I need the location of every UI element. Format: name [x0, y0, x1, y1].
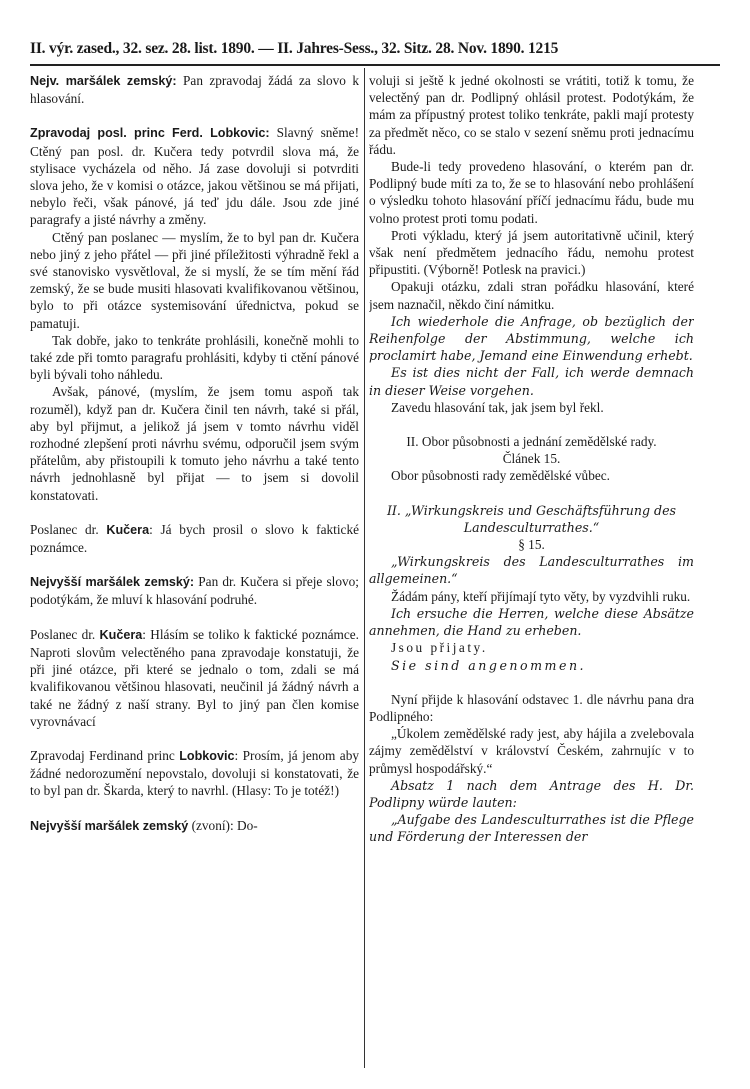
- speaker-prefix: Poslanec dr.: [30, 626, 100, 642]
- paragraph: [369, 364, 694, 398]
- paragraph: [369, 657, 694, 674]
- paragraph: [369, 313, 694, 365]
- speaker-name: Lobkovic: [179, 748, 235, 763]
- paragraph: [369, 227, 694, 279]
- paragraph-text: Ich wiederhole die Anfrage, ob bezüglich der Reihenfolge der Abstimmung, welche ich proclamirt habe, Jemand eine Einwendung erhebt.: [369, 313, 694, 364]
- speaker-name: Zpravodaj posl. princ Ferd. Lobkovic:: [30, 126, 270, 141]
- paragraph-text: Jsou přijaty.: [391, 640, 488, 656]
- paragraph-text: Pan dr. Kučera si přeje slovo; podotýkám, že mluví k hlasování podruhé.: [30, 574, 359, 608]
- paragraph-text: Es ist dies nicht der Fall, ich werde demnach in dieser Weise vorgehen.: [369, 365, 694, 398]
- paragraph: [369, 777, 694, 811]
- paragraph: [369, 811, 694, 845]
- paragraph: [30, 124, 359, 228]
- paragraph: [30, 72, 359, 107]
- paragraph-text: Pan zpravodaj žádá za slovo k hlasování.: [30, 73, 359, 107]
- paragraph-text: : Já bych prosil o slovo k faktické poznámce.: [30, 521, 359, 556]
- paragraph: [369, 725, 694, 777]
- paragraph-text: II. Obor působnosti a jednání zemědělské rady.: [406, 434, 657, 450]
- page-number: 1215: [528, 40, 559, 57]
- right-column: [369, 72, 694, 846]
- left-column: [30, 72, 359, 835]
- paragraph-text: Tak dobře, jako to tenkráte prohlásili, konečně mohli to také zde při tomto paragrafu prohlásiti, kdyby ti ctění pánové byli bývali toho náhledu.: [30, 332, 359, 383]
- paragraph: [369, 553, 694, 587]
- paragraph: [369, 433, 694, 450]
- paragraph: [369, 639, 694, 656]
- paragraph: [369, 278, 694, 312]
- paragraph: [369, 399, 694, 416]
- paragraph-text: : Hlásím se toliko k faktické poznámce. Naproti slovům velectěného pana zpravodaje konstatuji, že při jiné otázce, při které se jednalo o tom, zdali se má kvalifikovanou většinou hlasovati, neučinil já žádný návrh a také ne žádný z naší strany. Byl to jiný pan člen komise vyrovnávací: [30, 626, 359, 729]
- paragraph: [369, 502, 694, 536]
- speaker-name: Nejv. maršálek zemský:: [30, 74, 177, 88]
- paragraph-text: (zvoní): Do-: [188, 817, 258, 833]
- paragraph: [30, 383, 359, 503]
- paragraph: [30, 573, 359, 608]
- paragraph-text: Žádám pány, kteří přijímají tyto věty, by vyzdvihli ruku.: [391, 588, 691, 604]
- paragraph-text: Článek 15.: [502, 451, 561, 467]
- paragraph: [30, 229, 359, 332]
- paragraph-text: II. „Wirkungskreis und Geschäftsführung des Landesculturrathes.“: [386, 502, 677, 535]
- paragraph-text: Ich ersuche die Herren, welche diese Absätze annehmen, die Hand zu erheben.: [369, 605, 694, 639]
- speaker-prefix: Zpravodaj Ferdinand princ: [30, 747, 180, 763]
- running-header: [30, 40, 720, 62]
- paragraph-text: Sie sind angenommen.: [391, 657, 587, 673]
- paragraph-text: Ctěný pan poslanec — myslím, že to byl pan dr. Kučera nebo jiný z jeho přátel — při jiné příležitosti výhradně řekl a své stanovisko vysvětloval, že si myslí, že se tím mění řád zemský, že se bude musiti hlasovati kvalifikovanou většinou, bylo to při otázce systemisování úřednictva, pokud se pamatuji.: [30, 229, 359, 331]
- speaker-name: Kučera: [99, 627, 143, 642]
- paragraph-text: Avšak, pánové, (myslím, že jsem tomu aspoň tak rozuměl), když pan dr. Kučera činil ten návrh, také si přál, aby byl přijmut, a jelikož já jsem v tomto návrhu viděl rozhodné zlepšení proti návrhu svému, odporučil jsem svým přátelům, aby přistoupili k tomuto jeho návrhu a také tento návrh jednohlasně byl přijat — to jsem si dovolil konstatovati.: [30, 384, 359, 503]
- paragraph: [369, 588, 694, 605]
- paragraph-text: „Wirkungskreis des Landesculturrathes im allgemeinen.“: [369, 554, 694, 587]
- paragraph: [30, 817, 359, 835]
- speaker-name: Kučera: [106, 522, 150, 537]
- paragraph: [369, 72, 694, 158]
- paragraph-text: „Úkolem zemědělské rady jest, aby hájila a zvelebovala zájmy zemědělství v království Českém, zahrnujíc v to průmysl hospodářský.“: [369, 726, 694, 776]
- paragraph-text: Zavedu hlasování tak, jak jsem byl řekl.: [391, 399, 604, 415]
- speaker-prefix: Poslanec dr.: [30, 521, 107, 537]
- paragraph: [30, 747, 359, 800]
- speaker-name: Nejvyšší maršálek zemský: [30, 818, 189, 833]
- paragraph-text: Opakuji otázku, zdali stran pořádku hlasování, které jsem naznačil, někdo činí námitku.: [369, 279, 694, 312]
- header-rule: [30, 64, 720, 66]
- paragraph: [369, 605, 694, 639]
- paragraph: [30, 332, 359, 384]
- paragraph-text: § 15.: [518, 537, 545, 553]
- paragraph: [369, 450, 694, 467]
- paragraph-text: „Aufgabe des Landesculturrathes ist die Pflege und Förderung der Interessen der: [369, 812, 694, 845]
- header-text: II. výr. zased., 32. sez. 28. list. 1890. — II. Jahres-Sess., 32. Sitz. 28. Nov. 1890.: [30, 40, 525, 57]
- paragraph: [30, 626, 359, 730]
- paragraph-text: voluji si ještě k jedné okolnosti se vrátiti, totiž k tomu, že velectěný pan dr. Podlipný ohlásil protest. Podotýkám, že mám za přípustný protest toliko tenkráte, pakli mají protesty za předmět něco, co se stalo v sezení sněmu proti jednacímu řádu.: [369, 73, 694, 157]
- column-divider: [364, 68, 365, 1068]
- paragraph: [369, 467, 694, 484]
- paragraph: [369, 536, 694, 553]
- paragraph: [30, 521, 359, 556]
- speaker-name: Nejvyšší maršálek zemský:: [30, 575, 195, 590]
- paragraph-text: Nyní přijde k hlasování odstavec 1. dle návrhu pana dra Podlipného:: [369, 691, 694, 724]
- paragraph-text: Proti výkladu, který já jsem autoritativně učinil, který však není předmětem jednacího řádu, nemohu protest připustiti. (Výborně! Potlesk na pravici.): [369, 227, 694, 278]
- paragraph: [369, 158, 694, 227]
- paragraph-text: : Prosím, já jenom aby žádné nedorozumění nepovstalo, dovoluji si konstatovati, že to byl pan dr. Škarda, který to navrhl. (Hlasy: To je totéž!): [30, 747, 359, 799]
- paragraph-text: Obor působnosti rady zemědělské vůbec.: [391, 468, 610, 484]
- paragraph-text: Slavný sněme! Ctěný pan posl. dr. Kučera tedy potvrdil slova má, že stylisace vycházela od něho. Já zase dovoluji si potvrditi slova jeho, že v komisi o otázce, jakou většinou se má přijati, nebylo řeči, však pánové, já teď jdu dále. Jsou zde jiné paragrafy a jisté návrhy a změny.: [30, 125, 359, 228]
- paragraph-text: Bude-li tedy provedeno hlasování, o kterém pan dr. Podlipný bude míti za to, že se to hlasování nebo prohlášení o výsledku tohoto hlasování příčí jednacímu řádu, bude mu volno protest proti tomu podati.: [369, 159, 694, 226]
- paragraph-text: Absatz 1 nach dem Antrage des H. Dr. Podlipny würde lauten:: [369, 777, 694, 810]
- paragraph: [369, 691, 694, 725]
